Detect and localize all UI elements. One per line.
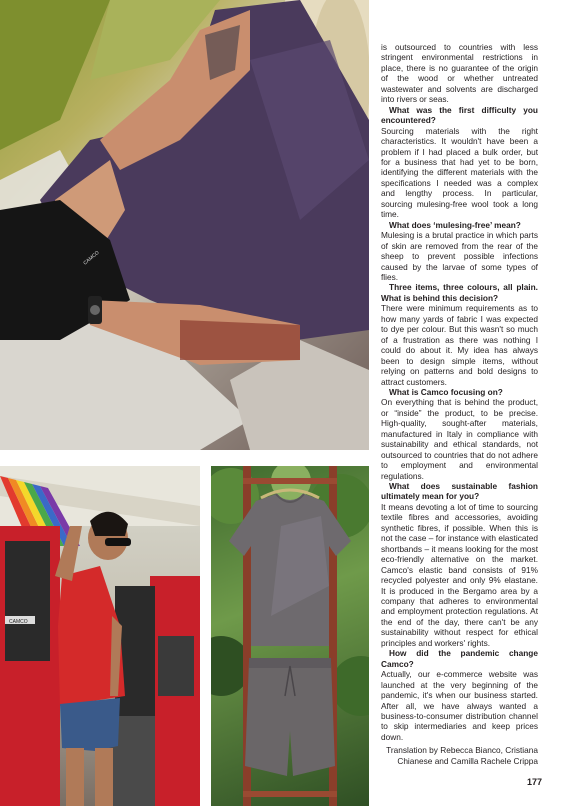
- brand-tag-text: CAMCO: [82, 249, 101, 267]
- answer-paragraph: It means devoting a lot of time to sourcing textile fibres and accessories, avoiding synthetic fibres, if possible. When this is not the case – for instance with elasticated shortbands – it means looking for the most eco-friendly alternative on the market. Camco's elastic band consists of 91% recycled polyester and only 9% elastane. It is produced in the Bergamo area by a company that adheres to environmental and employment protection regulations. At the end of the day, there can't be any sustainability without respect for ethical principles and workers' rights.: [381, 501, 538, 648]
- translation-credit: Translation by Rebecca Bianco, Cristiana Chianese and Camilla Rachele Crippa: [386, 745, 538, 766]
- van-plate-text: CAMCO: [9, 619, 28, 625]
- question-heading: Three items, three colours, all plain. What is behind this decision?: [381, 282, 538, 303]
- answer-paragraph: Actually, our e-commerce website was launched at the very beginning of the pandemic, it's when our business started. After all, we have always wanted a business-to-consumer distribution channel to skip intermediaries and keep prices down.: [381, 669, 538, 742]
- question-heading: What does sustainable fashion ultimately mean for you?: [381, 481, 538, 502]
- answer-paragraph: is outsourced to countries with less stringent environmental restrictions in place, there is no guarantee of the origin of the wood or whether untreated wastewater and solvents are discharged into rivers or seas.: [381, 42, 538, 105]
- answer-paragraph: On everything that is behind the product, or “inside” the product, to be precise. High-quality, sought-after materials, manufactured in Italy in compliance with sustainability and ethical standards, not outsourced to countries that do not adhere to employment and environmental regulations.: [381, 397, 538, 481]
- photo-woman-red-van: [0, 466, 200, 806]
- answer-paragraph: There were minimum requirements as to how many yards of fabric I was expected to dye per colour. But this wasn't so much of a frustration as there was nothing I could do about it. My idea has always been to design simple items, without relying on patterns and bold designs to attract customers.: [381, 303, 538, 387]
- question-heading: What does ‘mulesing-free’ mean?: [389, 219, 521, 230]
- photo-man-purple-tshirt: [0, 0, 369, 450]
- question-heading: What was the first difficulty you encountered?: [381, 104, 538, 126]
- article-text-column: [381, 42, 538, 766]
- question-heading: What is Camco focusing on?: [389, 386, 503, 397]
- question-heading: How did the pandemic change Camco?: [381, 648, 538, 669]
- page-number: 177: [526, 777, 542, 787]
- answer-paragraph: Sourcing materials with the right characteristics. It wouldn't have been a problem if I had placed a bulk order, but for a business that had yet to be born, identifying the different materials with the specifications I needed was a complex and lengthy process. In particular, sourcing mulesing-free wool took a long time.: [381, 125, 538, 220]
- photo-garment-on-ladder: [211, 466, 369, 806]
- answer-paragraph: Mulesing is a brutal practice in which parts of skin are removed from the rear of the sheep to prevent possible infections caused by the larvae of some types of flies.: [381, 230, 538, 282]
